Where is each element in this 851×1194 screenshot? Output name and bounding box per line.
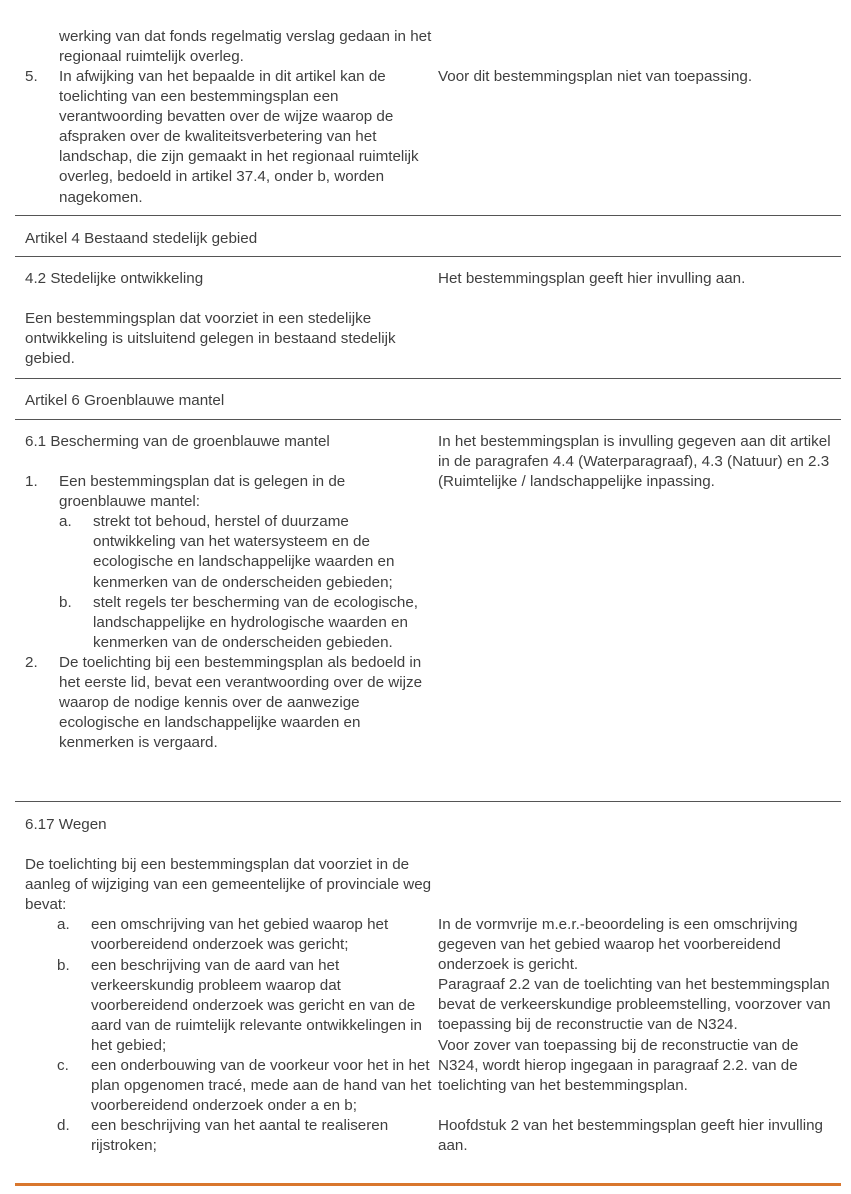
sub-item [25,956,435,1056]
artikel-4-2 [25,269,435,369]
section-heading: Artikel 4 Bestaand stedelijk gebied [25,230,258,247]
artikel-6-17 [25,815,435,1157]
sub-item-letter: d. [57,1117,70,1135]
sub-item-letter: c. [57,1057,69,1075]
response-text: In de vormvrije m.e.r.-beoordeling is een omschrijving gegeven van het gebied waarop het voorbereidend onderzoek is gericht. [438,916,798,974]
sub-item-text: een beschrijving van het aantal te realiseren rijstroken; [91,1117,389,1155]
sub-item-text: een beschrijving van de aard van het verkeerskundig probleem waarop dat voorbereidend onderzoek was gericht en van de aard van de ruimtelijk relevante ontwikkelingen in het gebied; [91,956,422,1054]
subsection-intro: De toelichting bij een bestemmingsplan dat voorziet in de aanleg of wijziging van een gemeentelijke of provinciale weg bevat: [25,856,432,914]
sub-item-letter: b. [57,956,70,974]
item-text: De toelichting bij een bestemmingsplan als bedoeld in het eerste lid, bevat een verantwoording over de wijze waarop de nodige kennis over de aanwezige ecologische en landschappelijke waarden en kenmerken is vergaard. [59,653,423,752]
divider [15,419,841,420]
continued-text [25,27,435,67]
sub-item [25,1056,435,1116]
divider [15,215,841,216]
sub-item-letter: b. [59,593,72,611]
continued-paragraph: werking van dat fonds regelmatig verslag gedaan in het regionaal ruimtelijk overleg. [59,28,432,66]
item-number: 2. [25,653,38,671]
sub-item-text: stelt regels ter bescherming van de ecologische, landschappelijke en hydrologische waarden en kenmerken van de onderscheiden gebieden. [93,593,419,651]
artikel-6-1-response [438,432,838,492]
subsection-title: 6.1 Bescherming van de groenblauwe mantel [25,433,330,450]
sub-item-letter: a. [57,916,70,934]
sub-item [59,593,435,653]
subsection-title: 6.17 Wegen [25,816,107,833]
response-text: Hoofdstuk 2 van het bestemmingsplan geeft hier invulling aan. [438,1116,823,1154]
item-text: Een bestemmingsplan dat is gelegen in de groenblauwe mantel: [59,473,346,511]
sub-item-text: strekt tot behoud, herstel of duurzame ontwikkeling van het watersysteem en de ecologische en landschappelijke waarden en kenmerken van de onderscheiden gebieden; [93,513,395,591]
sub-item [25,1116,435,1156]
item-5-response [438,67,838,87]
artikel-4-2-response [438,269,838,289]
artikel-6-1 [25,432,435,753]
sub-item-text: een omschrijving van het gebied waarop het voorbereidend onderzoek was gericht; [91,916,389,954]
response-text: Het bestemmingsplan geeft hier invulling aan. [438,270,746,287]
artikel-4-heading [25,229,825,249]
item-text: In afwijking van het bepaalde in dit artikel kan de toelichting van een bestemmingsplan een verantwoording bevatten over de wijze waarop de afspraken over de kwaliteitsverbetering van het landschap, die zijn gemaakt in het regionaal ruimtelijk overleg, bedoeld in artikel 37.4, onder b, worden nagekomen. [59,68,419,206]
artikel-6-heading [25,391,825,411]
item-5 [25,67,435,208]
response-text: Paragraaf 2.2 van de toelichting van het bestemmingsplan bevat de verkeerskundige probleemstelling, voorzover van toepassing bij de reconstructie van de N324. [438,976,831,1034]
response-text: Voor dit bestemmingsplan niet van toepassing. [438,68,753,85]
subsection-title: 4.2 Stedelijke ontwikkeling [25,270,204,287]
list-item [25,472,435,653]
list-item [25,67,435,208]
list-item [25,653,435,753]
divider [15,378,841,379]
divider [15,801,841,802]
response-text: Voor zover van toepassing bij de reconstructie van de N324, wordt hierop ingegaan in paragraaf 2.2. van de toelichting van het bestemmingsplan. [438,1036,799,1094]
sub-item [25,915,435,955]
divider [15,256,841,257]
section-heading: Artikel 6 Groenblauwe mantel [25,392,225,409]
subsection-text: Een bestemmingsplan dat voorziet in een stedelijke ontwikkeling is uitsluitend gelegen in bestaand stedelijk gebied. [25,310,396,368]
bottom-accent-rule [15,1183,841,1186]
response-text: In het bestemmingsplan is invulling gegeven aan dit artikel in de paragrafen 4.4 (Waterparagraaf), 4.3 (Natuur) en 2.3 (Ruimtelijke / landschappelijke inpassing. [438,433,831,491]
item-number: 1. [25,473,38,491]
item-number: 5. [25,68,38,85]
sub-item-text: een onderbouwing van de voorkeur voor het in het plan opgenomen tracé, mede aan de hand van het voorbereidend onderzoek onder a en b; [91,1057,432,1115]
artikel-6-17-responses [438,915,838,1156]
sub-item-letter: a. [59,513,72,531]
sub-item [59,512,435,592]
